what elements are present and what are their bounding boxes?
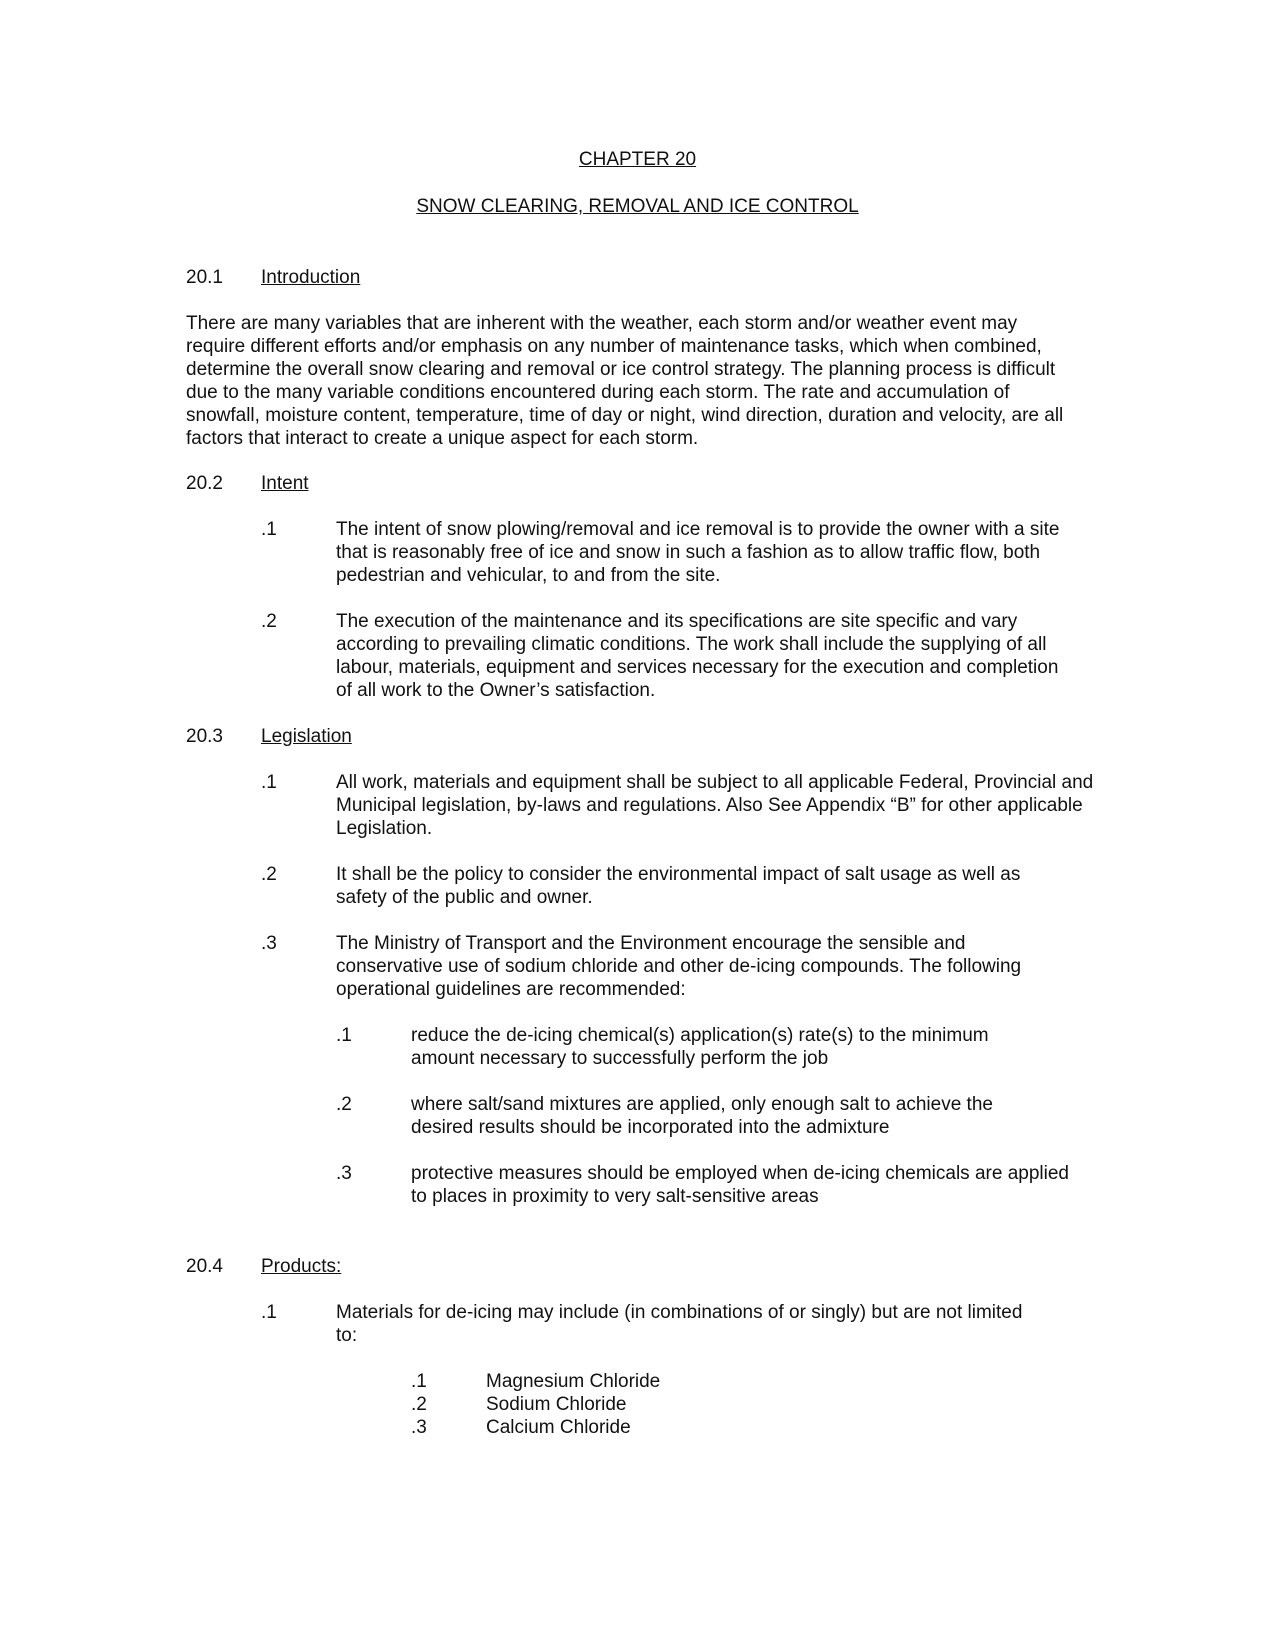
subitem-number: .1 <box>336 1025 352 1046</box>
item-text: Materials for de-icing may include (in combinations of or singly) but are not limited to: <box>336 1302 1023 1346</box>
item-number: .3 <box>261 933 277 954</box>
item-number: .1 <box>261 519 277 540</box>
item-number: .1 <box>261 772 277 793</box>
section-body: There are many variables that are inherent with the weather, each storm and/or weather event may require different efforts and/or emphasis on any number of maintenance tasks, which when combined, determine the overall snow clearing and removal or ice control strategy. The planning process is difficult due to the many variable conditions encountered during each storm. The rate and accumulation of snowfall, moisture content, temperature, time of day or night, wind direction, duration and velocity, are all factors that interact to create a unique aspect for each storm. <box>186 313 1064 449</box>
chapter-title: SNOW CLEARING, REMOVAL AND ICE CONTROL <box>416 196 859 217</box>
list-item-number: .2 <box>411 1394 427 1415</box>
item-text: The Ministry of Transport and the Environment encourage the sensible and conservative use of sodium chloride and other de-icing compounds. The following operational guidelines are recommended: <box>336 933 1022 1000</box>
section-heading: Legislation <box>261 726 352 747</box>
subitem-number: .2 <box>336 1094 352 1115</box>
item-number: .1 <box>261 1302 277 1323</box>
section-number: 20.4 <box>186 1256 223 1277</box>
section-heading: Products: <box>261 1256 342 1277</box>
item-number: .2 <box>261 864 277 885</box>
section-number: 20.3 <box>186 726 223 747</box>
subitem-text: protective measures should be employed when de-icing chemicals are applied to places in proximity to very salt-sensitive areas <box>411 1163 1069 1207</box>
list-item-text: Sodium Chloride <box>486 1394 627 1415</box>
item-text: All work, materials and equipment shall be subject to all applicable Federal, Provincial and Municipal legislation, by-laws and regulations. Also See Appendix “B” for other applicable Legislation. <box>336 772 1094 839</box>
section-heading: Introduction <box>261 267 361 288</box>
chapter-heading: CHAPTER 20 <box>578 149 697 170</box>
subitem-text: where salt/sand mixtures are applied, only enough salt to achieve the desired results should be incorporated into the admixture <box>411 1094 993 1138</box>
item-number: .2 <box>261 611 277 632</box>
item-text: It shall be the policy to consider the environmental impact of salt usage as well as safety of the public and owner. <box>336 864 1021 908</box>
item-text: The intent of snow plowing/removal and ice removal is to provide the owner with a site that is reasonably free of ice and snow in such a fashion as to allow traffic flow, both pedestrian and vehicular, to and from the site. <box>336 519 1060 586</box>
section-number: 20.2 <box>186 473 223 494</box>
subitem-text: reduce the de-icing chemical(s) application(s) rate(s) to the minimum amount necessary to successfully perform the job <box>411 1025 989 1069</box>
subitem-number: .3 <box>336 1163 352 1184</box>
list-item-text: Magnesium Chloride <box>486 1371 661 1392</box>
section-heading: Intent <box>261 473 309 494</box>
list-item-number: .1 <box>411 1371 427 1392</box>
item-text: The execution of the maintenance and its specifications are site specific and vary according to prevailing climatic conditions. The work shall include the supplying of all labour, materials, equipment and services necessary for the execution and completion of all work to the Owner’s satisfaction. <box>336 611 1059 701</box>
section-number: 20.1 <box>186 267 223 288</box>
list-item-number: .3 <box>411 1417 427 1438</box>
list-item-text: Calcium Chloride <box>486 1417 631 1438</box>
